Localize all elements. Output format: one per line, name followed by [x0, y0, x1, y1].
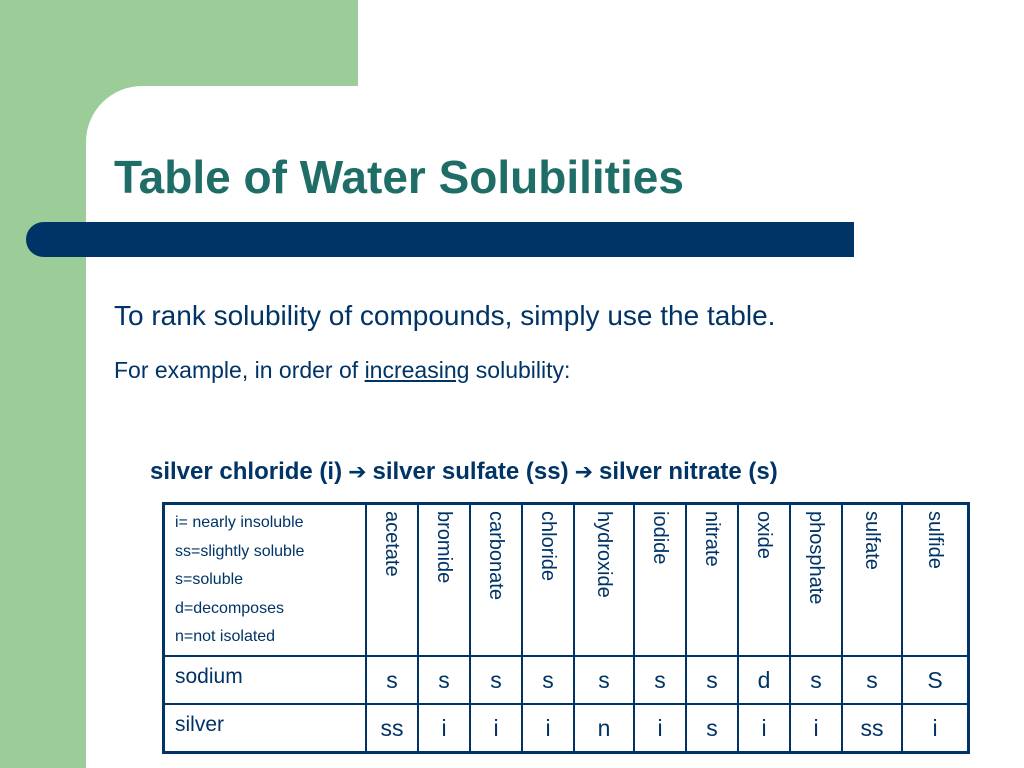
- table-cell: s: [366, 656, 418, 704]
- legend-item: ss=slightly soluble: [175, 542, 305, 560]
- column-header-label: acetate: [381, 511, 403, 577]
- table-cell: i: [418, 704, 470, 753]
- column-header-label: phosphate: [805, 511, 827, 605]
- table-header-row: [164, 504, 969, 657]
- column-header-label: hydroxide: [593, 511, 615, 598]
- table-cell: i: [470, 704, 522, 753]
- table-row: [164, 656, 969, 704]
- intro-text: To rank solubility of compounds, simply use the table.: [114, 300, 776, 331]
- legend-item: s=soluble: [175, 571, 244, 588]
- column-header: [902, 504, 969, 657]
- column-header: [634, 504, 686, 657]
- column-header-label: oxide: [753, 511, 775, 559]
- column-header-label: bromide: [433, 511, 455, 584]
- table-cell: i: [522, 704, 574, 753]
- table-cell: n: [574, 704, 634, 753]
- table-cell: s: [470, 656, 522, 704]
- legend-cell: [164, 504, 367, 657]
- table-cell: i: [634, 704, 686, 753]
- table-cell: i: [902, 704, 969, 753]
- table-cell: s: [686, 704, 738, 753]
- right-arrow-icon: ➔: [348, 460, 367, 485]
- example-text: [114, 357, 570, 384]
- table-cell: s: [574, 656, 634, 704]
- column-header-label: sulfide: [924, 511, 946, 569]
- table-cell: ss: [366, 704, 418, 753]
- title-underline-bar: [26, 222, 854, 257]
- column-header-label: iodide: [649, 511, 671, 565]
- ranking-item: silver chloride (i): [150, 458, 343, 485]
- table-cell: s: [842, 656, 902, 704]
- table-cell: S: [902, 656, 969, 704]
- table-cell: i: [738, 704, 790, 753]
- table-cell: ss: [842, 704, 902, 753]
- example-emphasis: increasing: [364, 357, 470, 383]
- table-cell: s: [634, 656, 686, 704]
- column-header: [470, 504, 522, 657]
- legend-item: n=not isolated: [175, 628, 276, 645]
- column-header: [790, 504, 842, 657]
- solubility-table: [162, 502, 970, 754]
- table-cell: i: [790, 704, 842, 753]
- column-header: [522, 504, 574, 657]
- ranking-item: silver sulfate (ss): [372, 458, 569, 485]
- column-header: [842, 504, 902, 657]
- example-prefix: For example, in order of: [114, 357, 365, 383]
- table-cell: s: [790, 656, 842, 704]
- column-header: [574, 504, 634, 657]
- column-header-label: sulfate: [861, 511, 883, 570]
- ranking-item: silver nitrate (s): [599, 458, 778, 485]
- table-cell: s: [418, 656, 470, 704]
- table-cell: s: [686, 656, 738, 704]
- right-arrow-icon: ➔: [574, 460, 594, 485]
- legend-item: i= nearly insoluble: [175, 514, 304, 531]
- example-suffix: solubility:: [469, 357, 571, 383]
- slide-title: Table of Water Solubilities: [114, 151, 684, 203]
- row-label-silver: silver: [164, 704, 367, 753]
- row-label-sodium: sodium: [164, 656, 367, 704]
- column-header-label: nitrate: [701, 511, 723, 567]
- table-row: [164, 704, 969, 753]
- column-header-label: carbonate: [485, 511, 507, 600]
- legend-item: d=decomposes: [175, 599, 284, 617]
- table-cell: d: [738, 656, 790, 704]
- solubility-ranking: [150, 458, 778, 486]
- column-header: [686, 504, 738, 657]
- table-cell: s: [522, 656, 574, 704]
- column-header: [366, 504, 418, 657]
- column-header-label: chloride: [537, 511, 559, 582]
- column-header: [418, 504, 470, 657]
- column-header: [738, 504, 790, 657]
